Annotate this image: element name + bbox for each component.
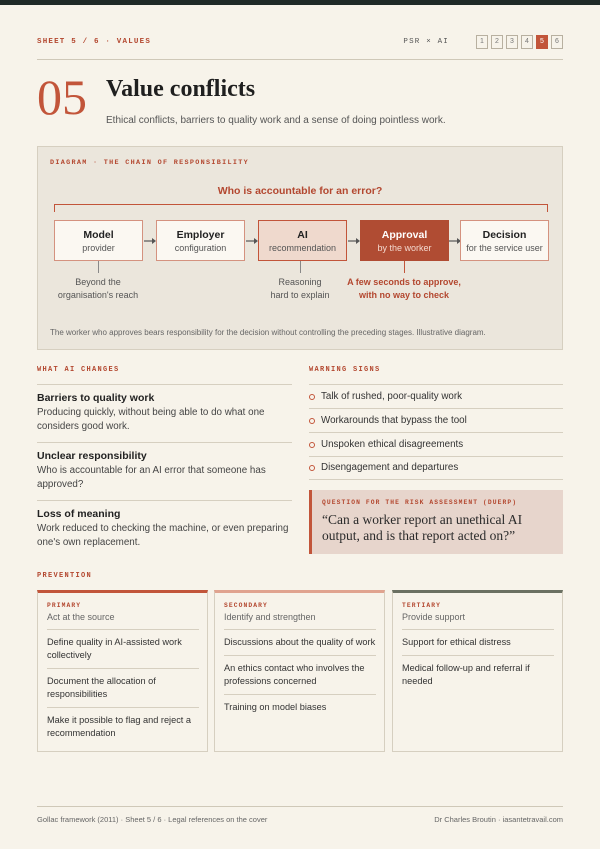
list-item: Discussions about the quality of work [224,630,376,656]
box-employer-title: Employer [176,229,225,241]
list-item: An ethics contact who involves the professions concerned [224,656,376,695]
changes-list [37,384,292,558]
note-ai-line: Reasoning [278,277,322,287]
page-title: Value conflicts [106,76,256,102]
box-approval-title: Approval [381,229,428,241]
list-item [37,442,292,500]
box-ai-sub: recommendation [268,243,337,253]
note-model-line: Beyond the [75,277,121,287]
responsibility-diagram [37,146,563,350]
change-title: Loss of meaning [37,508,121,520]
column-label: PRIMARY [47,602,82,609]
prevention-secondary [214,590,385,752]
list-item: Training on model biases [224,702,327,712]
diagram-footnote: The worker who approves bears responsibility for the decision without controlling the preceding stages. Illustrative diagram. [50,328,486,337]
circle-bullet-icon [309,394,315,400]
box-ai-title: AI [297,229,308,241]
box-decision [460,220,549,261]
warnings-label: WARNING SIGNS [309,366,381,374]
column-label: SECONDARY [224,602,268,609]
top-bar [0,0,600,5]
page-subtitle: Ethical conflicts, barriers to quality work and a sense of doing pointless work. [106,115,446,126]
page-link-2[interactable]: 2 [491,35,503,49]
list-item [37,500,292,558]
page-link-1[interactable]: 1 [476,35,488,49]
diagram-label: DIAGRAM · THE CHAIN OF RESPONSIBILITY [50,159,250,167]
prevention-label: PREVENTION [37,572,93,580]
column-sub: Provide support [402,612,554,630]
note-model [33,276,163,302]
footer-left: Gollac framework (2011) · Sheet 5 / 6 · Legal references on the cover [37,815,268,824]
box-decision-sub: for the service user [466,243,543,253]
changes-label: WHAT AI CHANGES [37,366,120,374]
page-link-6[interactable]: 6 [551,35,563,49]
warning-text: Workarounds that bypass the tool [321,414,467,426]
warnings-list [309,384,563,480]
page-link-3[interactable]: 3 [506,35,518,49]
box-employer-sub: configuration [174,243,227,253]
list-item [309,432,563,456]
connector-line [300,261,301,273]
page-nav [476,35,563,49]
warning-text: Talk of rushed, poor-quality work [321,390,463,402]
change-desc: Work reduced to checking the machine, or even preparing one's own replacement. [37,523,289,548]
box-approval-sub: by the worker [377,243,432,253]
risk-question-callout [309,490,563,554]
box-model-title: Model [83,229,114,241]
arrow-right-icon [347,236,361,246]
prevention-columns [37,590,563,752]
prevention-tertiary [392,590,563,752]
list-item [309,456,563,480]
change-title: Barriers to quality work [37,392,155,404]
warning-text: Disengagement and departures [321,462,459,473]
diagram-question: Who is accountable for an error? [217,185,383,197]
change-desc: Who is accountable for an AI error that someone has approved? [37,465,266,490]
list-item [309,384,563,408]
prevention-primary [37,590,208,752]
note-model-line: organisation's reach [57,290,139,300]
list-item: Support for ethical distress [402,630,554,656]
circle-bullet-icon [309,418,315,424]
box-approval [360,220,449,261]
sheet-number: 05 [37,69,87,125]
note-approval-line: with no way to check [358,290,450,300]
column-label: TERTIARY [402,602,442,609]
box-ai [258,220,347,261]
change-desc: Producing quickly, without being able to do what one considers good work. [37,407,265,432]
list-item: Define quality in AI-assisted work collectively [47,630,199,669]
note-approval-line: A few seconds to approve, [347,277,461,287]
note-approval [329,276,479,302]
page-link-4[interactable]: 4 [521,35,533,49]
connector-line [98,261,99,273]
column-sub: Act at the source [47,612,199,630]
psr-label: PSR × AI [403,38,449,46]
arrow-right-icon [143,236,157,246]
accountability-bracket [54,204,548,212]
list-item [37,384,292,442]
page-link-5-active[interactable]: 5 [536,35,548,49]
list-item: Medical follow-up and referral if needed [402,663,530,686]
connector-line [404,261,405,273]
question-label: QUESTION FOR THE RISK ASSESSMENT (DUERP) [322,499,518,506]
page-header [37,36,563,60]
column-sub: Identify and strengthen [224,612,376,630]
box-model-sub: provider [82,243,115,253]
footer-right: Dr Charles Broutin · iasantetravail.com [434,815,563,824]
change-title: Unclear responsibility [37,450,147,462]
list-item: Make it possible to flag and reject a recommendation [47,715,192,738]
page-footer [37,806,563,824]
sheet-label: SHEET 5 / 6 · VALUES [37,38,152,46]
note-ai-line: hard to explain [270,290,330,300]
box-model [54,220,143,261]
list-item: Document the allocation of responsibilities [47,669,199,708]
circle-bullet-icon [309,465,315,471]
arrow-right-icon [245,236,259,246]
warning-text: Unspoken ethical disagreements [321,438,464,450]
circle-bullet-icon [309,442,315,448]
box-decision-title: Decision [482,229,527,241]
list-item [309,408,563,432]
question-text: “Can a worker report an unethical AI output, and is that report acted on?” [322,512,523,543]
box-employer [156,220,245,261]
